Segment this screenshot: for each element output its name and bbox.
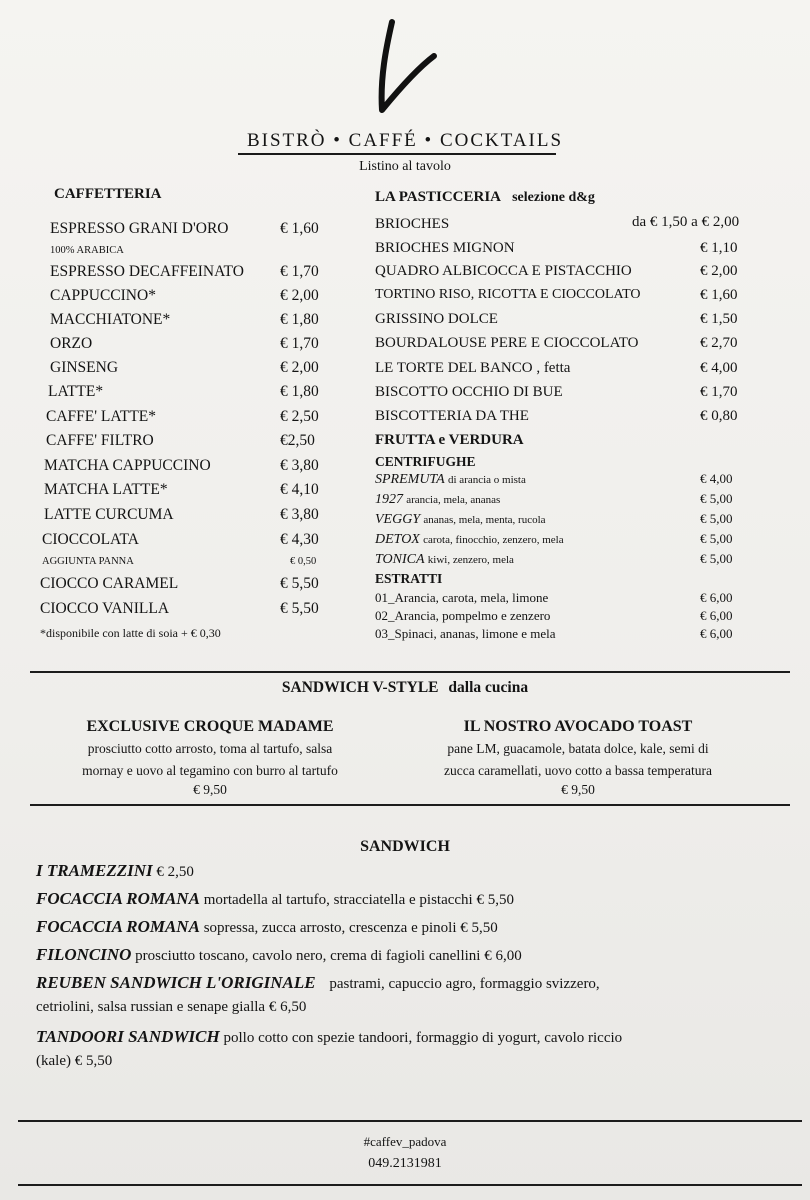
estratto-price: € 6,00 xyxy=(700,590,733,605)
croque-madame-desc-1: prosciutto cotto arrosto, toma al tartufo, salsa xyxy=(87,741,333,756)
vstyle-heading xyxy=(0,679,810,697)
sandwich-desc: € 2,50 xyxy=(156,864,194,880)
juice-item xyxy=(375,471,526,488)
menu-item-name: MATCHA LATTE* xyxy=(44,481,168,498)
menu-item-price: € 2,00 xyxy=(280,287,319,304)
sandwich-desc: pastrami, capuccio agro, formaggio svizzero, xyxy=(329,976,600,992)
header-title: BISTRÒ • CAFFÉ • COCKTAILS xyxy=(246,130,564,151)
croque-madame-card xyxy=(30,716,390,798)
sandwich-desc-cont: (kale) € 5,50 xyxy=(36,1053,113,1069)
sandwich-item xyxy=(36,888,776,911)
sandwich-name: FOCACCIA ROMANA xyxy=(36,917,200,936)
menu-item-name: CIOCCO CARAMEL xyxy=(40,575,179,592)
avocado-toast-name: IL NOSTRO AVOCADO TOAST xyxy=(463,718,693,735)
menu-item-name: AGGIUNTA PANNA xyxy=(42,556,134,567)
menu-item-name: MATCHA CAPPUCCINO xyxy=(44,457,211,474)
sandwich-desc-cont: cetriolini, salsa russian e senape gialla € 6,50 xyxy=(36,999,307,1015)
croque-madame-name: EXCLUSIVE CROQUE MADAME xyxy=(86,718,334,735)
sandwich-name: FOCACCIA ROMANA xyxy=(36,889,200,908)
estratto-item: 03_Spinaci, ananas, limone e mela xyxy=(375,626,556,641)
menu-item-name: BRIOCHES xyxy=(375,216,450,232)
menu-item-name: TORTINO RISO, RICOTTA E CIOCCOLATO xyxy=(375,287,641,302)
sandwich-name: REUBEN SANDWICH L'ORIGINALE xyxy=(36,973,316,992)
menu-item-name: LE TORTE DEL BANCO , fetta xyxy=(375,360,571,376)
juice-item xyxy=(375,551,514,568)
menu-item-price: € 2,00 xyxy=(280,359,319,376)
croque-madame-desc-2: mornay e uovo al tegamino con burro al tartufo xyxy=(82,763,338,778)
menu-item-price: € 0,80 xyxy=(700,408,738,424)
pasticceria-heading xyxy=(375,186,595,206)
avocado-toast-price: € 9,50 xyxy=(561,782,595,797)
menu-item-price: € 1,80 xyxy=(280,311,319,328)
juice-desc: carota, finocchio, zenzero, mela xyxy=(423,534,564,546)
sandwich-item xyxy=(36,1026,776,1049)
pasticceria-subtitle: selezione d&g xyxy=(512,190,595,205)
juice-name: SPREMUTA xyxy=(375,472,445,487)
estratto-item: 01_Arancia, carota, mela, limone xyxy=(375,590,549,605)
sandwich-item xyxy=(36,916,776,939)
juice-price: € 5,00 xyxy=(700,511,733,526)
juice-name: TONICA xyxy=(375,552,425,567)
menu-item-price: € 1,60 xyxy=(280,220,319,237)
juice-price: € 4,00 xyxy=(700,471,733,486)
menu-item-price: € 1,10 xyxy=(700,240,738,256)
pasticceria-title: LA PASTICCERIA xyxy=(375,189,501,205)
footer-phone: 049.2131981 xyxy=(368,1156,442,1171)
menu-item-price: € 5,50 xyxy=(280,575,319,592)
juice-price: € 5,00 xyxy=(700,551,733,566)
menu-item-name: BISCOTTERIA DA THE xyxy=(375,408,529,424)
section-divider xyxy=(30,671,790,673)
sandwich-item xyxy=(36,944,776,967)
menu-item-name: CAPPUCCINO* xyxy=(50,287,156,304)
menu-item-name: BRIOCHES MIGNON xyxy=(375,240,515,256)
menu-item-price: € 1,70 xyxy=(280,263,319,280)
menu-item-price: € 4,30 xyxy=(280,531,319,548)
avocado-toast-desc-2: zucca caramellati, uovo cotto a bassa temperatura xyxy=(444,763,712,778)
menu-item-price: € 2,70 xyxy=(700,335,738,351)
menu-item-price: € 2,50 xyxy=(280,408,319,425)
caffetteria-section xyxy=(40,186,340,646)
vstyle-title: SANDWICH V-STYLE xyxy=(281,679,439,696)
menu-item-note: 100% ARABICA xyxy=(50,245,124,256)
sandwich-desc: pollo cotto con spezie tandoori, formaggio di yogurt, cavolo riccio xyxy=(223,1030,623,1046)
menu-item-price: € 4,00 xyxy=(700,360,738,376)
juice-desc: ananas, mela, menta, rucola xyxy=(423,514,546,526)
juice-name: DETOX xyxy=(375,532,420,547)
estratto-price: € 6,00 xyxy=(700,608,733,623)
avocado-toast-desc-1: pane LM, guacamole, batata dolce, kale, semi di xyxy=(447,741,709,756)
menu-item-name: ESPRESSO GRANI D'ORO xyxy=(50,220,229,237)
menu-item-name: LATTE CURCUMA xyxy=(44,506,174,523)
menu-item-price: € 5,50 xyxy=(280,600,319,617)
estratto-item: 02_Arancia, pompelmo e zenzero xyxy=(375,608,551,623)
juice-item xyxy=(375,491,500,508)
menu-item-price: € 3,80 xyxy=(280,506,319,523)
avocado-toast-card xyxy=(398,716,758,798)
juice-price: € 5,00 xyxy=(700,491,733,506)
sandwich-item xyxy=(36,860,776,883)
juice-name: VEGGY xyxy=(375,512,421,527)
menu-item-price: € 1,50 xyxy=(700,311,738,327)
menu-item-price: € 1,60 xyxy=(700,287,738,303)
menu-item-price: € 1,80 xyxy=(280,383,319,400)
menu-item-price: € 3,80 xyxy=(280,457,319,474)
croque-madame-price: € 9,50 xyxy=(193,782,227,797)
footer-divider xyxy=(18,1120,802,1122)
menu-item-price: € 2,00 xyxy=(700,263,738,279)
menu-item-name: CIOCCOLATA xyxy=(42,531,139,548)
juice-price: € 5,00 xyxy=(700,531,733,546)
sandwich-desc: prosciutto toscano, cavolo nero, crema di fagioli canellini € 6,00 xyxy=(135,948,522,964)
centrifughe-title: CENTRIFUGHE xyxy=(375,454,476,469)
menu-item-price: €2,50 xyxy=(280,432,315,449)
juice-desc: kiwi, zenzero, mela xyxy=(427,554,514,566)
v-logo-icon xyxy=(370,18,440,118)
menu-item-name: CAFFE' FILTRO xyxy=(46,432,154,449)
menu-item-price: € 4,10 xyxy=(280,481,319,498)
menu-item-name: BISCOTTO OCCHIO DI BUE xyxy=(375,384,563,400)
menu-item-name: CAFFE' LATTE* xyxy=(46,408,157,425)
pasticceria-section xyxy=(375,186,775,646)
sandwich-desc: mortadella al tartufo, stracciatella e pistacchi € 5,50 xyxy=(203,892,514,908)
menu-item-name: ESPRESSO DECAFFEINATO xyxy=(50,263,244,280)
juice-desc: di arancia o mista xyxy=(447,474,526,486)
caffetteria-title: CAFFETTERIA xyxy=(54,186,162,202)
section-divider xyxy=(30,804,790,806)
sandwich-desc: sopressa, zucca arrosto, crescenza e pinoli € 5,50 xyxy=(203,920,498,936)
menu-item-price: € 0,50 xyxy=(290,556,317,567)
menu-item-name: MACCHIATONE* xyxy=(50,311,171,328)
footer-divider xyxy=(18,1184,802,1186)
vstyle-subtitle: dalla cucina xyxy=(448,679,529,696)
menu-item-name: BOURDALOUSE PERE E CIOCCOLATO xyxy=(375,335,639,351)
sandwich-name: I TRAMEZZINI xyxy=(36,861,153,880)
estratti-title: ESTRATTI xyxy=(375,571,443,586)
juice-name: 1927 xyxy=(375,492,403,507)
sandwich-title: SANDWICH xyxy=(360,838,450,855)
menu-item-name: QUADRO ALBICOCCA E PISTACCHIO xyxy=(375,263,632,279)
frutta-title: FRUTTA e VERDURA xyxy=(375,432,524,448)
menu-item-price: da € 1,50 a € 2,00 xyxy=(632,214,740,230)
footer-hashtag: #caffev_padova xyxy=(363,1134,447,1149)
juice-item xyxy=(375,511,546,528)
sandwich-name: FILONCINO xyxy=(36,945,132,964)
header-subtitle: Listino al tavolo xyxy=(359,159,451,174)
menu-item-name: GRISSINO DOLCE xyxy=(375,311,498,327)
menu-item-name: GINSENG xyxy=(50,359,119,376)
header-divider xyxy=(238,153,556,155)
soy-milk-note: *disponibile con latte di soia + € 0,30 xyxy=(40,626,221,640)
sandwich-item xyxy=(36,972,776,995)
menu-item-price: € 1,70 xyxy=(700,384,738,400)
menu-item-name: CIOCCO VANILLA xyxy=(40,600,170,617)
menu-item-name: ORZO xyxy=(50,335,93,352)
sandwich-name: TANDOORI SANDWICH xyxy=(36,1027,220,1046)
menu-item-name: LATTE* xyxy=(48,383,104,400)
juice-desc: arancia, mela, ananas xyxy=(406,494,501,506)
estratto-price: € 6,00 xyxy=(700,626,733,641)
juice-item xyxy=(375,531,564,548)
menu-item-price: € 1,70 xyxy=(280,335,319,352)
